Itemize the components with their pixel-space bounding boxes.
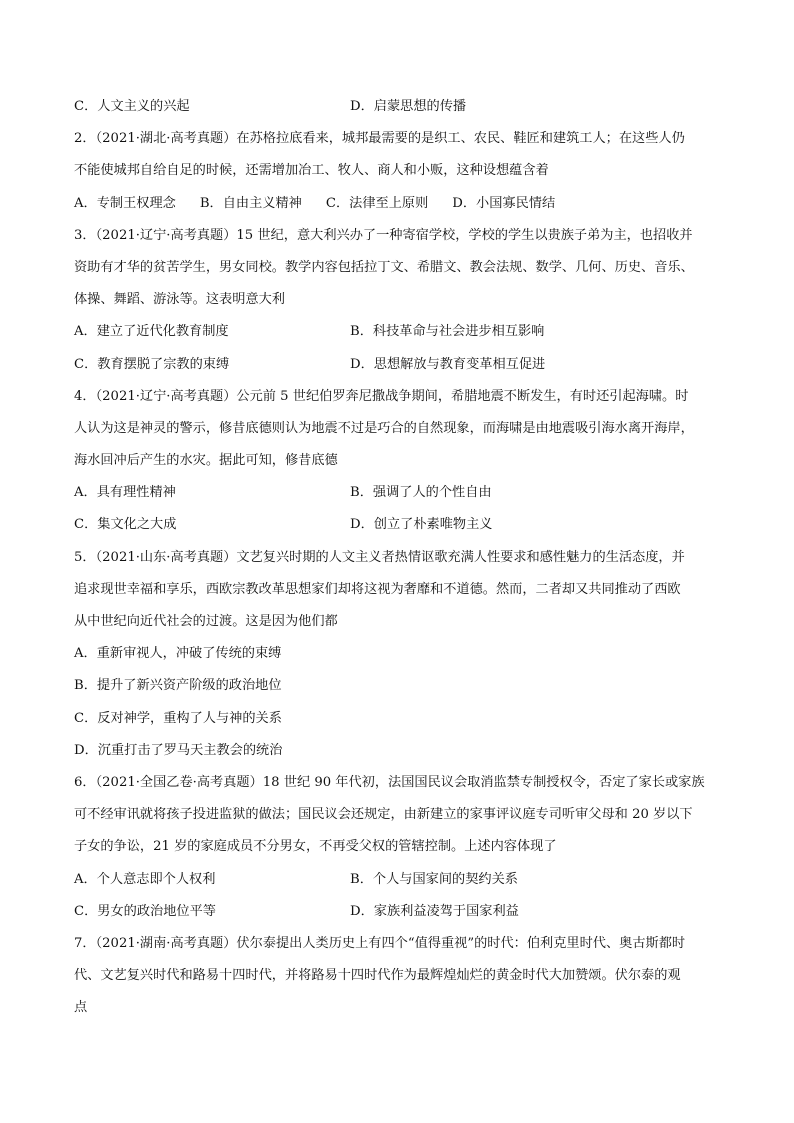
q1-option-c[interactable]: C．人文主义的兴起 xyxy=(74,99,190,114)
q5-option-b[interactable]: B．提升了新兴资产阶级的政治地位 xyxy=(74,678,282,694)
q4-options-row-1 xyxy=(74,482,724,504)
q5-option-a[interactable]: A．重新审视人，冲破了传统的束缚 xyxy=(74,646,282,662)
q3-option-c[interactable]: C．教育摆脱了宗教的束缚 xyxy=(74,356,230,372)
q6-option-b[interactable]: B．个人与国家间的契约关系 xyxy=(350,871,518,887)
q2-stem-line-1: 2．（2021·湖北·高考真题）在苏格拉底看来，城邦最需要的是织工、农民、鞋匠和建筑工人；在这些人仍 xyxy=(74,131,685,147)
q4-option-a[interactable]: A．具有理性精神 xyxy=(74,485,176,501)
q6-stem-line-1: 6．（2021·全国乙卷·高考真题）18 世纪 90 年代初，法国国民议会取消监禁专制授权令，否定了家长或家族 xyxy=(74,774,705,790)
q3-option-d[interactable]: D．思想解放与教育变革相互促进 xyxy=(350,356,546,372)
q1-options xyxy=(74,96,724,118)
q1-option-d[interactable]: D．启蒙思想的传播 xyxy=(350,99,467,114)
q6-stem-line-3: 子女的争讼，21 岁的家庭成员不分男女，不再受父权的管辖控制。上述内容体现了 xyxy=(74,839,557,855)
q5-stem-line-2: 追求现世幸福和享乐，西欧宗教改革思想家们却将这视为奢靡和不道德。然而，二者却又共同推动了西欧 xyxy=(74,581,681,597)
q4-stem-line-2: 人认为这是神灵的警示，修昔底德则认为地震不过是巧合的自然现象，而海啸是由地震吸引海水离开海岸， xyxy=(74,420,694,436)
q5-stem-line-1: 5．（2021·山东·高考真题）文艺复兴时期的人文主义者热情讴歌充满人性要求和感性魅力的生活态度，并 xyxy=(74,549,685,565)
q3-stem-line-3: 体操、舞蹈、游泳等。这表明意大利 xyxy=(74,292,285,308)
q2-stem-line-2: 不能使城邦自给自足的时候，还需增加冶工、牧人、商人和小贩，这种设想蕴含着 xyxy=(74,163,549,179)
q3-stem-line-2: 资助有才华的贫苦学生，男女同校。教学内容包括拉丁文、希腊文、教会法规、数学、几何、历史、音乐、 xyxy=(74,259,694,275)
q6-options-row-2 xyxy=(74,901,724,923)
q3-options-row-1 xyxy=(74,321,724,343)
q4-stem-line-3: 海水回冲后产生的水灾。据此可知，修昔底德 xyxy=(74,453,338,469)
q6-options-row-1 xyxy=(74,869,724,891)
question-7 xyxy=(74,933,724,1019)
q3-option-a[interactable]: A．建立了近代化教育制度 xyxy=(74,324,229,340)
q5-option-d[interactable]: D．沉重打击了罗马天主教会的统治 xyxy=(74,742,283,758)
q4-option-b[interactable]: B．强调了人的个性自由 xyxy=(350,485,492,501)
q2-option-b[interactable]: B．自由主义精神 xyxy=(199,195,302,211)
question-5 xyxy=(74,547,724,762)
q2-options xyxy=(74,193,724,215)
q6-stem-line-2: 可不经审讯就将孩子投进监狱的做法；国民议会还规定，由新建立的家事评议庭专司听审父母和 20 岁以下 xyxy=(74,807,693,823)
q5-stem-line-3: 从中世纪向近代社会的过渡。这是因为他们都 xyxy=(74,614,338,629)
question-3 xyxy=(74,225,724,376)
q5-option-c[interactable]: C．反对神学，重构了人与神的关系 xyxy=(74,710,282,726)
q4-options-row-2 xyxy=(74,514,724,536)
q4-stem-line-1: 4．（2021·辽宁·高考真题）公元前 5 世纪伯罗奔尼撒战争期间，希腊地震不断发生，有时还引起海啸。时 xyxy=(74,388,689,404)
question-list xyxy=(74,96,724,1029)
q3-stem-line-1: 3．（2021·辽宁·高考真题）15 世纪，意大利兴办了一种寄宿学校，学校的学生以贵族子弟为主，也招收并 xyxy=(74,227,693,243)
q3-options-row-2 xyxy=(74,354,724,376)
q7-stem-line-3: 点 xyxy=(74,1000,88,1016)
question-6 xyxy=(74,772,724,923)
q7-stem-line-2: 代、文艺复兴时代和路易十四时代，并将路易十四时代作为最辉煌灿烂的黄金时代大加赞颂。伏尔泰的观 xyxy=(74,968,681,984)
question-2 xyxy=(74,128,724,214)
q6-option-c[interactable]: C．男女的政治地位平等 xyxy=(74,903,216,919)
q7-stem-line-1: 7．（2021·湖南·高考真题）伏尔泰提出人类历史上有四个“值得重视”的时代：伯利克里时代、奥古斯都时 xyxy=(74,935,686,951)
q4-option-d[interactable]: D．创立了朴素唯物主义 xyxy=(350,517,493,533)
question-4 xyxy=(74,386,724,537)
q6-option-a[interactable]: A．个人意志即个人权利 xyxy=(74,871,216,887)
q4-option-c[interactable]: C．集文化之大成 xyxy=(74,517,177,533)
q6-option-d[interactable]: D．家族利益凌驾于国家利益 xyxy=(350,903,519,919)
q2-option-d[interactable]: D．小国寡民情结 xyxy=(452,195,556,211)
q2-option-c[interactable]: C．法律至上原则 xyxy=(325,195,429,211)
q3-option-b[interactable]: B．科技革命与社会进步相互影响 xyxy=(350,324,545,340)
q2-option-a[interactable]: A．专制王权理念 xyxy=(74,195,176,211)
